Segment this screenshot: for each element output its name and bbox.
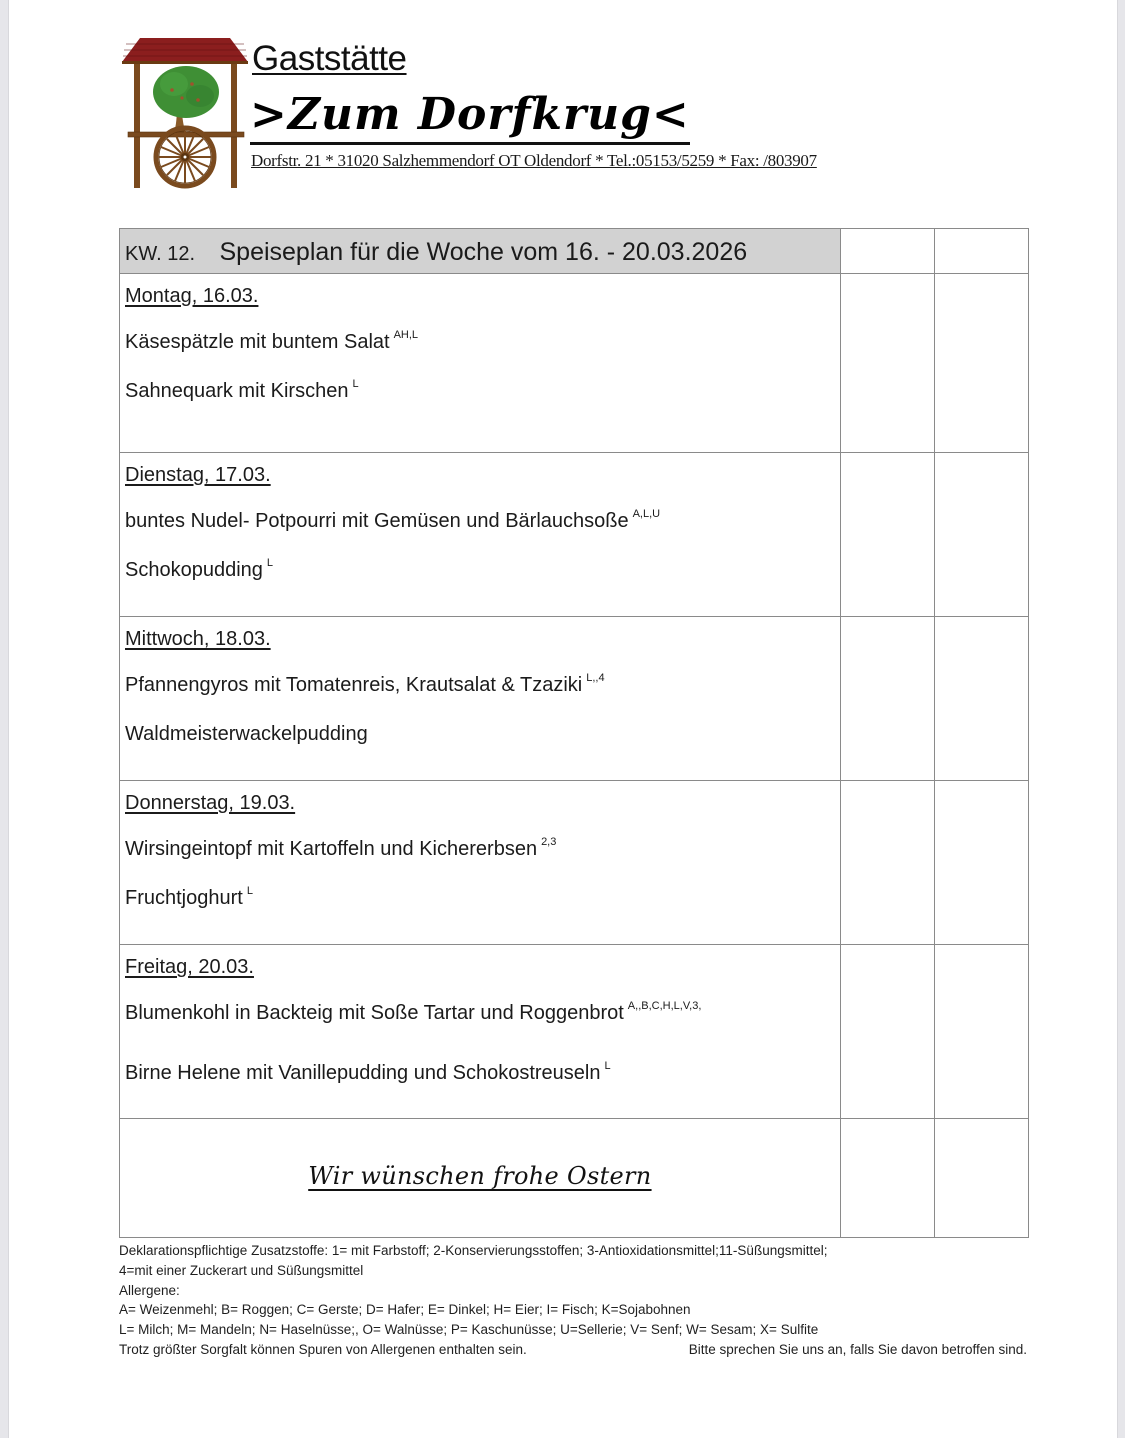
right-post [231, 64, 237, 188]
allergens-line-2: L= Milch; M= Mandeln; N= Haselnüsse;, O= Walnüsse; P= Kaschunüsse; U=Sellerie; V= Senf; W= Sesam; X= Sulfite [119, 1322, 819, 1338]
dessert [125, 885, 840, 911]
main-dish [125, 508, 840, 534]
main-dish [125, 672, 840, 698]
greeting-row [120, 1119, 1029, 1238]
extra-cell [934, 229, 1028, 274]
contact-hint: Bitte sprechen Sie uns an, falls Sie davon betroffen sind. [688, 1341, 1027, 1357]
dish-name: Sahnequark mit Kirschen [125, 380, 349, 402]
dish-name: Birne Helene mit Vanillepudding und Schokostreuseln [125, 1062, 601, 1084]
allergen-codes: L [604, 1060, 611, 1072]
dish-name: Blumenkohl in Backteig mit Soße Tartar und Roggenbrot [125, 1002, 624, 1024]
disclaimer-row [119, 1340, 1029, 1360]
wagon-wheel [156, 128, 214, 186]
day-heading: Donnerstag, 19.03. [125, 792, 296, 814]
dish-name: Waldmeisterwackelpudding [125, 723, 368, 745]
brand-name: Gaststätte [252, 39, 407, 78]
menu-header-row [120, 229, 1029, 274]
allergen-codes: L [266, 557, 274, 569]
day-row-thursday [120, 781, 1029, 945]
weekly-menu-table [119, 228, 1029, 1238]
page-edge-left [0, 0, 9, 1438]
easter-greeting: Wir wünschen frohe Ostern [308, 1162, 652, 1190]
dessert [125, 721, 840, 747]
additives-line-1: Deklarationspflichtige Zusatzstoffe: 1= mit Farbstoff; 2-Konservierungsstoffen; 3-Antioxidationsmittel;11-Süßungsmittel; [119, 1243, 828, 1258]
day-heading: Montag, 16.03. [125, 285, 259, 307]
dessert [125, 378, 840, 404]
allergens-heading: Allergene: [119, 1282, 180, 1298]
dessert [125, 557, 840, 583]
allergen-codes: L [352, 378, 359, 390]
allergen-codes: L [246, 885, 253, 897]
extra-cell [934, 781, 1028, 945]
extra-cell [840, 617, 934, 781]
allergen-codes: L,,4 [586, 672, 605, 684]
main-dish [125, 1000, 840, 1026]
extra-cell [840, 1119, 934, 1238]
page-edge-right [1117, 0, 1125, 1438]
allergen-codes: A,,B,C,H,L,V,3, [627, 1000, 702, 1012]
main-dish [125, 329, 840, 355]
day-heading: Mittwoch, 18.03. [125, 628, 271, 650]
day-heading: Freitag, 20.03. [125, 956, 254, 978]
extra-cell [934, 1119, 1028, 1238]
extra-cell [840, 229, 934, 274]
dish-name: buntes Nudel- Potpourri mit Gemüsen und Bärlauchsoße [125, 510, 629, 532]
allergen-notes [119, 1241, 1029, 1360]
day-heading: Dienstag, 17.03. [125, 464, 271, 486]
dish-name: Fruchtjoghurt [125, 887, 243, 909]
day-cell [120, 945, 841, 1119]
allergen-codes: 2,3 [541, 836, 557, 848]
disclaimer: Trotz größter Sorgfalt können Spuren von Allergenen enthalten sein. [119, 1341, 527, 1357]
restaurant-name: >Zum Dorfkrug< [250, 88, 690, 145]
allergen-codes: AH,L [393, 329, 419, 341]
dish-name: Wirsingeintopf mit Kartoffeln und Kichererbsen [125, 838, 538, 860]
extra-cell [934, 453, 1028, 617]
day-cell [120, 781, 841, 945]
day-cell [120, 274, 841, 453]
calendar-week: KW. 12. [125, 243, 196, 265]
dish-name: Käsespätzle mit buntem Salat [125, 331, 390, 353]
day-row-tuesday [120, 453, 1029, 617]
main-dish [125, 836, 840, 862]
extra-cell [934, 617, 1028, 781]
day-cell [120, 617, 841, 781]
address-line: Dorfstr. 21 * 31020 Salzhemmendorf OT Oldendorf * Tel.:05153/5259 * Fax: /803907 [251, 151, 817, 170]
menu-title: Speiseplan für die Woche vom 16. - 20.03.2026 [219, 238, 748, 266]
extra-cell [934, 945, 1028, 1119]
menu-header-cell [120, 229, 841, 274]
greeting-cell [120, 1119, 841, 1238]
day-row-friday [120, 945, 1029, 1119]
extra-cell [840, 945, 934, 1119]
allergens-line-1: A= Weizenmehl; B= Roggen; C= Gerste; D= Hafer; E= Dinkel; H= Eier; I= Fisch; K=Sojabohnen [119, 1302, 691, 1318]
dish-name: Pfannengyros mit Tomatenreis, Krautsalat & Tzaziki [125, 674, 583, 696]
day-row-wednesday [120, 617, 1029, 781]
additives-line-2: 4=mit einer Zuckerart und Süßungsmittel [119, 1262, 364, 1278]
extra-cell [840, 781, 934, 945]
day-cell [120, 453, 841, 617]
allergen-codes: A,L,U [632, 508, 661, 520]
extra-cell [840, 453, 934, 617]
day-row-monday [120, 274, 1029, 453]
left-post [134, 64, 140, 188]
well-tree-wagon-wheel-logo-icon [122, 36, 248, 190]
extra-cell [840, 274, 934, 453]
dish-name: Schokopudding [125, 559, 263, 581]
dessert [125, 1060, 840, 1086]
extra-cell [934, 274, 1028, 453]
